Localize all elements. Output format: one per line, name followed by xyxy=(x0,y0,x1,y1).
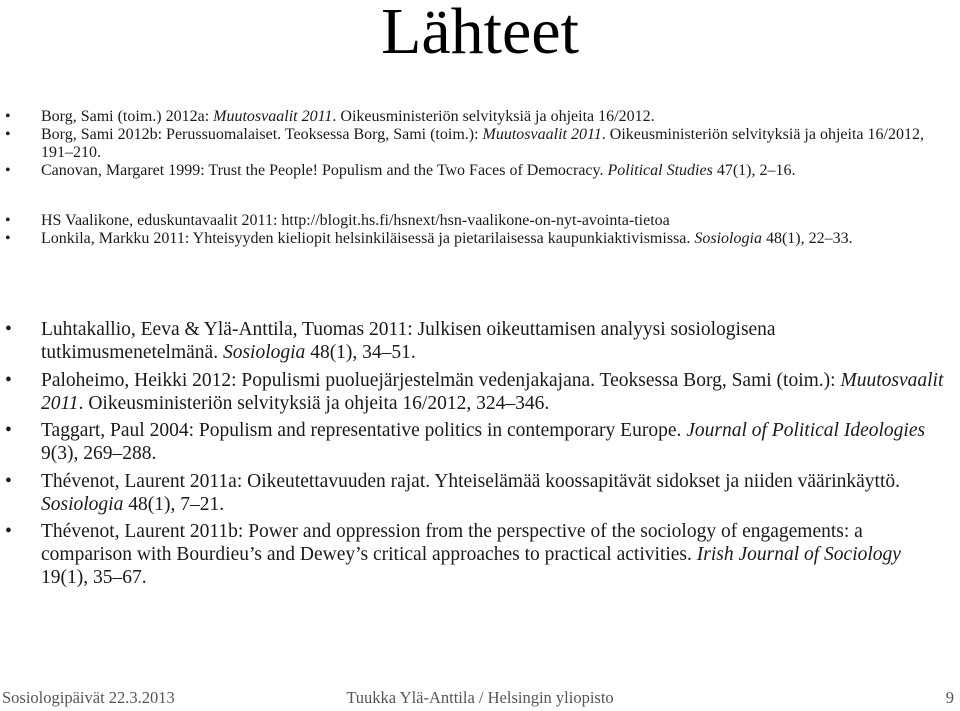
reference-text: HS Vaalikone, eduskuntavaalit 2011: http://blogit.hs.fi/hsnext/hsn-vaalikone-on-nyt-avointa-tietoa xyxy=(41,212,670,229)
footer-event: Sosiologipäivät 22.3.2013 xyxy=(2,688,175,707)
reference-item xyxy=(0,162,960,180)
slide-title: Lähteet xyxy=(381,0,579,68)
reference-details: . Oikeusministeriön selvityksiä ja ohjeita 16/2012. xyxy=(332,108,655,125)
reference-list xyxy=(0,108,960,180)
reference-details: 48(1), 7–21. xyxy=(123,493,225,515)
reference-details: 48(1), 22–33. xyxy=(761,230,853,247)
reference-text: Thévenot, Laurent 2011b: Power and oppression from the perspective of the sociology of engagements: a comparison with Bourdieu’s and Dewey’s critical approaches to practical activities. xyxy=(41,521,863,565)
reference-details: 47(1), 2–16. xyxy=(712,162,796,179)
reference-text: Canovan, Margaret 1999: Trust the People! Populism and the Two Faces of Democracy. xyxy=(41,162,608,179)
reference-text: Borg, Sami (toim.) 2012a: xyxy=(41,108,214,125)
slide-number: 9 xyxy=(945,688,954,707)
reference-item xyxy=(0,212,960,230)
reference-item xyxy=(0,369,960,415)
reference-source-title: Sosiologia xyxy=(222,342,306,363)
reference-details: . Oikeusministeriön selvityksiä ja ohjeita 16/2012, 191–210. xyxy=(41,126,924,161)
reference-details: 19(1), 35–67. xyxy=(41,567,147,588)
footer-author: Tuukka Ylä-Anttila / Helsingin yliopisto xyxy=(346,688,614,707)
reference-source-title: Sosiologia xyxy=(41,493,124,515)
reference-source-title: Political Studies xyxy=(607,162,713,179)
reference-item xyxy=(0,318,960,364)
reference-item xyxy=(0,230,960,248)
reference-text: Thévenot, Laurent 2011a: Oikeutettavuuden rajat. Yhteiselämää koossapitävät sidokset ja niiden väärinkäyttö. xyxy=(41,470,900,492)
reference-details: 48(1), 34–51. xyxy=(305,342,416,363)
reference-text: Taggart, Paul 2004: Populism and representative politics in contemporary Europe. xyxy=(41,420,687,441)
reference-list-continued xyxy=(0,318,960,594)
reference-item xyxy=(0,108,960,126)
reference-source-title: Irish Journal of Sociology xyxy=(696,544,901,565)
reference-source-title: Muutosvaalit 2011 xyxy=(482,126,602,143)
reference-item xyxy=(0,470,960,516)
reference-text: Luhtakallio, Eeva & Ylä-Anttila, Tuomas 2011: Julkisen oikeuttamisen analyysi sosiologisena tutkimusmenetelmänä. xyxy=(41,319,776,363)
reference-item xyxy=(0,126,960,162)
reference-source-title: Sosiologia xyxy=(694,230,762,247)
reference-source-title: Journal of Political Ideologies xyxy=(686,420,926,441)
reference-text: Borg, Sami 2012b: Perussuomalaiset. Teoksessa Borg, Sami (toim.): xyxy=(41,126,483,143)
reference-details: . Oikeusministeriön selvityksiä ja ohjeita 16/2012, 324–346. xyxy=(78,392,550,414)
reference-text: Paloheimo, Heikki 2012: Populismi puoluejärjestelmän vedenjakajana. Teoksessa Borg, Sami (toim.): xyxy=(41,369,841,391)
reference-list-continued xyxy=(0,212,960,248)
reference-source-title: Muutosvaalit 2011 xyxy=(41,369,944,414)
reference-text: Lonkila, Markku 2011: Yhteisyyden kieliopit helsinkiläisessä ja pietarilaisessa kaupunkiaktivismissa. xyxy=(41,230,695,247)
reference-source-title: Muutosvaalit 2011 xyxy=(213,108,333,125)
reference-item xyxy=(0,419,960,465)
reference-item xyxy=(0,520,960,589)
reference-details: 9(3), 269–288. xyxy=(41,443,157,464)
